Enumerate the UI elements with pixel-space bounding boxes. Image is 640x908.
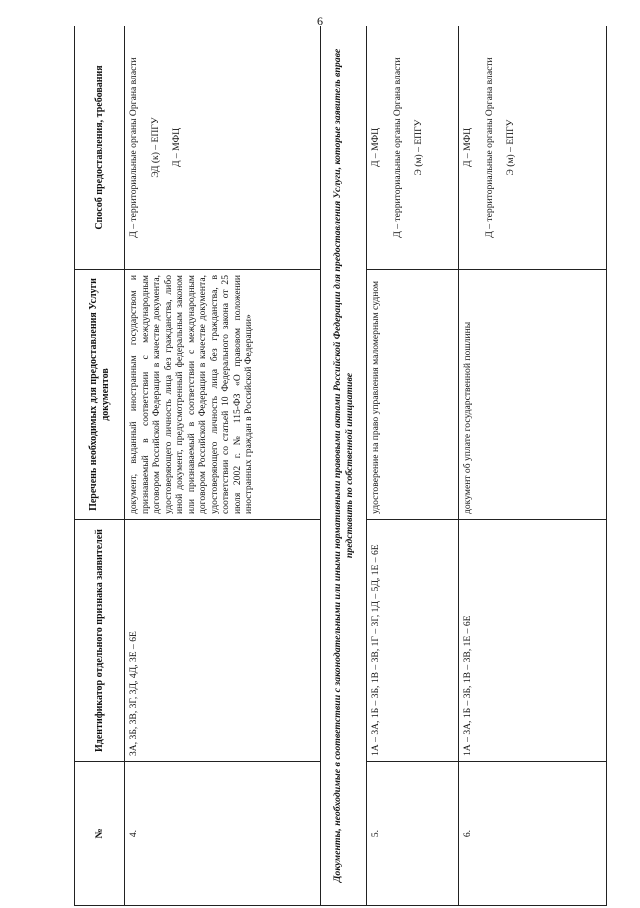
method-line: ЭД (к) – ЕПГУ bbox=[149, 117, 161, 178]
rotated-table-sheet bbox=[74, 26, 640, 906]
row-identifier: 1А – 3А, 1Б – 3Б, 1В – 3В, 1Е – 6Е bbox=[459, 520, 607, 762]
table-row bbox=[125, 26, 321, 906]
page-number: 6 bbox=[317, 14, 323, 28]
row-methods bbox=[367, 26, 459, 270]
method-line: Д – территориальные органы Органа власти bbox=[128, 57, 139, 238]
row-document: документ, выданный иностранным государством и признаваемый в соответствии с международным договором Российской Федерации в качестве документа, удостоверяющего личность лица без гражданства, либо иной документ, предусмотренный федеральным законом или признаваемый в соответствии с международным договором Российской Федерации в качестве документа, удостоверяющего личность лица без гражданства, в соответствии со статьей 10 Федерального закона от 25 июля 2002 г. № 115-ФЗ «О правовом положении иностранных граждан в Российской Федерации» bbox=[125, 270, 321, 520]
row-identifier: 1А – 3А, 1Б – 3Б, 1В – 3В, 1Г – 3Г, 1Д – 5Д, 1Е – 6Е bbox=[367, 520, 459, 762]
header-num: № bbox=[75, 762, 125, 906]
method-line: Д – территориальные органы Органа власти bbox=[391, 57, 403, 238]
method-line: Д – МФЦ bbox=[462, 127, 473, 168]
header-identifier: Идентификатор отдельного признака заявителей bbox=[75, 520, 125, 762]
method-line: Д – МФЦ bbox=[171, 127, 182, 168]
row-document: документ об уплате государственной пошлины bbox=[459, 270, 607, 520]
table-row bbox=[367, 26, 459, 906]
row-num: 5. bbox=[367, 762, 459, 906]
method-line: Э (м) – ЕПГУ bbox=[413, 119, 424, 176]
method-line: Д – МФЦ bbox=[370, 127, 381, 168]
method-line: Д – территориальные органы Органа власти bbox=[483, 57, 495, 238]
row-methods bbox=[459, 26, 607, 270]
header-documents: Перечень необходимых для предоставления Услуги документов bbox=[75, 270, 125, 520]
documents-table bbox=[74, 26, 607, 906]
table-header-row bbox=[75, 26, 125, 906]
method-line: Э (м) – ЕПГУ bbox=[505, 119, 516, 176]
row-num: 4. bbox=[125, 762, 321, 906]
row-num: 6. bbox=[459, 762, 607, 906]
row-identifier: 3А, 3Б, 3В, 3Г, 3Д, 4Д, 3Е – 6Е bbox=[125, 520, 321, 762]
row-document: удостоверение на право управления маломерным судном bbox=[367, 270, 459, 520]
header-method: Способ предоставления, требования bbox=[75, 26, 125, 270]
section-heading-row bbox=[321, 26, 367, 906]
rotated-table-container bbox=[74, 26, 634, 906]
row-methods bbox=[125, 26, 321, 270]
section-heading: Документы, необходимые в соответствии с законодательными или иными нормативными правовыми актами Российской Федерации для предоставления Услуги, которые заявитель вправе представить по собственной инициативе bbox=[321, 26, 367, 906]
table-row bbox=[459, 26, 607, 906]
